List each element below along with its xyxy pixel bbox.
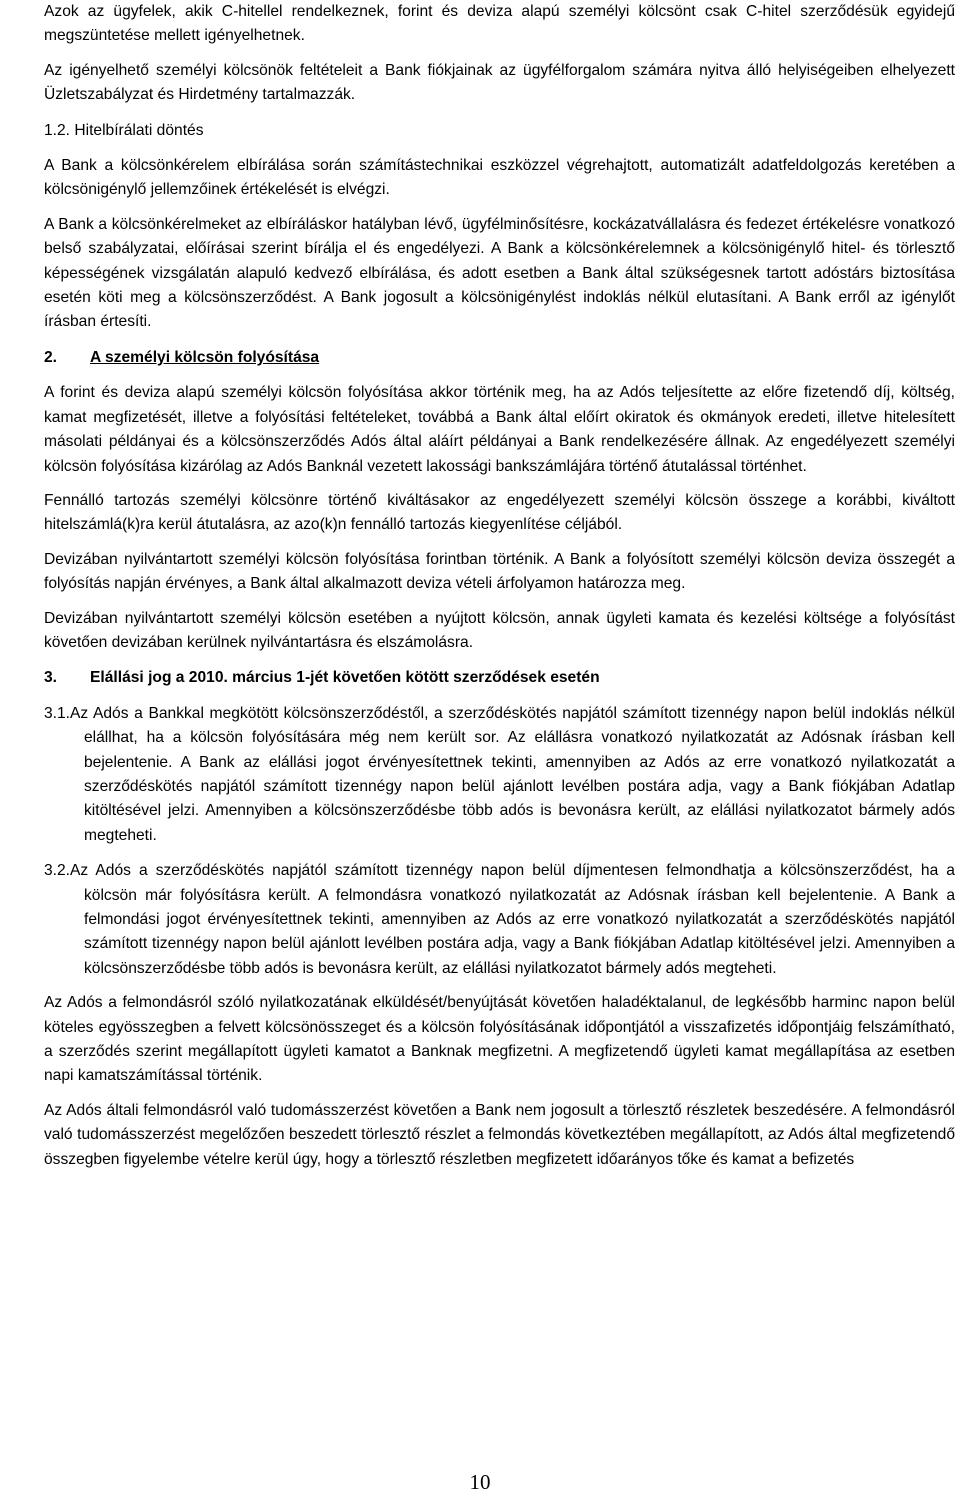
section-3-paragraph-after-1: Az Adós a felmondásról szóló nyilatkozatának elküldését/benyújtását követően haladéktalanul, de legkésőbb harminc napon belül köteles egyösszegben a felvett kölcsönösszeget és a kölcsön folyósításának időpontjától a visszafizetés időpontjáig felszámítható, a szerződés szerint megállapított ügyleti kamatot a Banknak megfizetni. A megfizetendő ügyleti kamat megállapítása az esetben napi kamatszámítással történik. — [44, 994, 955, 1085]
section-3-number: 3. — [44, 669, 58, 687]
intro-paragraph-1: Azok az ügyfelek, akik C-hitellel rendelkeznek, forint és deviza alapú személyi kölcsönt csak C-hitel szerződésük egyidejű megszüntetése mellett igényelhetnek. — [44, 3, 955, 45]
section-2-paragraph-2: Fennálló tartozás személyi kölcsönre történő kiváltásakor az engedélyezett személyi kölcsön összege a korábbi, kiváltott hitelszámlá(k)ra kerül átutalásra, az azo(k)n fennálló tartozás kiegyenlítése céljából. — [44, 491, 955, 534]
section-2-number: 2. — [44, 348, 58, 366]
section-2-title: A személyi kölcsön folyósítása — [90, 348, 320, 366]
section-1-2-paragraph-1: A Bank a kölcsönkérelem elbírálása során számítástechnikai eszközzel végrehajtott, automatizált adatfeldolgozás keretében a kölcsönigénylő jellemzőinek értékelését is elvégzi. — [44, 157, 955, 199]
section-1-2-paragraph-2: A Bank a kölcsönkérelmeket az elbíráláskor hatályban lévő, ügyfélminősítésre, kockázatvállalásra és fedezet értékelésre vonatkozó belső szabályzatai, előírásai szerint bírálja el és engedélyezi. A Bank a kölcsönkérelemnek a kölcsönigénylő hitel- és törlesztő képességének vizsgálatán alapuló kedvező elbírálása, és adott esetben a Bank által szükségesnek tartott adóstárs biztosítása esetén köti meg a kölcsönszerződést. A Bank jogosult a kölcsönigénylést indoklás nélkül elutasítani. A Bank erről az igénylőt írásban értesíti. — [44, 215, 955, 331]
section-3-2-item — [44, 859, 955, 981]
section-2-heading — [44, 346, 955, 370]
section-3-1-item — [44, 702, 955, 848]
section-1-2-heading: 1.2. Hitelbírálati döntés — [44, 121, 204, 139]
section-3-2-text: Az Adós a szerződéskötés napjától számított tizennégy napon belül díjmentesen felmondhatja a kölcsönszerződést, ha a kölcsön már folyósításra került. A felmondásra vonatkozó nyilatkozatát az Adósnak írásban kell bejelentenie. A Bank a felmondási jogot érvényesítettnek tekinti, amennyiben az Adós az erre vonatkozó nyilatkozatát a szerződéskötés napjától számított tizennégy napon belül ajánlott levélben postára adja, vagy a Bank fiókjában Adatlap kitöltésével jelzi. Amennyiben a kölcsönszerződésbe több adós is bevonásra került, az elállási nyilatkozatot bármely adós megteheti. — [70, 862, 955, 977]
page-number: 10 — [469, 1470, 491, 1494]
intro-paragraph-2: Az igényelhető személyi kölcsönök feltételeit a Bank fiókjainak az ügyfélforgalom számára nyitva álló helyiségeiben elhelyezett Üzletszabályzat és Hirdetmény tartalmazzák. — [44, 61, 955, 104]
section-3-1-text: Az Adós a Bankkal megkötött kölcsönszerződéstől, a szerződéskötés napjától számított tizennégy napon belül indoklás nélkül elállhat, ha a kölcsön folyósítására még nem került sor. Az elállásra vonatkozó nyilatkozatát az Adósnak írásban kell bejelentenie. A Bank az elállási jogot érvényesítettnek tekinti, amennyiben az Adós az erre vonatkozó nyilatkozatát a szerződéskötés napjától számított tizennégy napon belül ajánlott levélben postára adja, vagy a Bank fiókjában Adatlap kitöltésével jelzi. Amennyiben a kölcsönszerződésbe több adós is bevonásra került, az elállási nyilatkozatot bármely adós megteheti. — [70, 704, 955, 844]
section-3-paragraph-after-2: Az Adós általi felmondásról való tudomásszerzést követően a Bank nem jogosult a törlesztő részletek beszedésére. A felmondásról való tudomásszerzést megelőzően beszedett törlesztő részlet a felmondás következtében megállapított, az Adós által megfizetendő összegben figyelembe vételre kerül úgy, hogy a törlesztő részletben megfizetett időarányos tőke és kamat a befizetés — [44, 1101, 955, 1168]
section-3-2-number: 3.2. — [44, 862, 71, 880]
section-3-1-number: 3.1. — [44, 704, 71, 722]
section-2-paragraph-4: Devizában nyilvántartott személyi kölcsön esetében a nyújtott kölcsön, annak ügyleti kamata és kezelési költsége a folyósítást követően devizában kerülnek nyilvántartásra és elszámolásra. — [44, 609, 955, 651]
section-3-heading — [44, 666, 955, 690]
section-2-paragraph-1: A forint és deviza alapú személyi kölcsön folyósítása akkor történik meg, ha az Adós teljesítette az előre fizetendő díj, költség, kamat megfizetését, illetve a folyósítási feltételeket, továbbá a Bank által előírt okiratok és okmányok eredeti, illetve hitelesített másolati példányai és a kölcsönszerződés Adós által aláírt példányai a Bank rendelkezésére állnak. Az engedélyezett személyi kölcsön folyósítása kizárólag az Adós Banknál vezetett lakossági bankszámlájára történő átutalással történhet. — [44, 384, 955, 475]
document-body — [44, 0, 955, 1172]
section-2-paragraph-3: Devizában nyilvántartott személyi kölcsön folyósítása forintban történik. A Bank a folyósított személyi kölcsön deviza összegét a folyósítás napján érvényes, a Bank által alkalmazott deviza vételi árfolyamon határozza meg. — [44, 550, 955, 593]
section-3-title: Elállási jog a 2010. március 1-jét követően kötött szerződések esetén — [90, 669, 600, 687]
